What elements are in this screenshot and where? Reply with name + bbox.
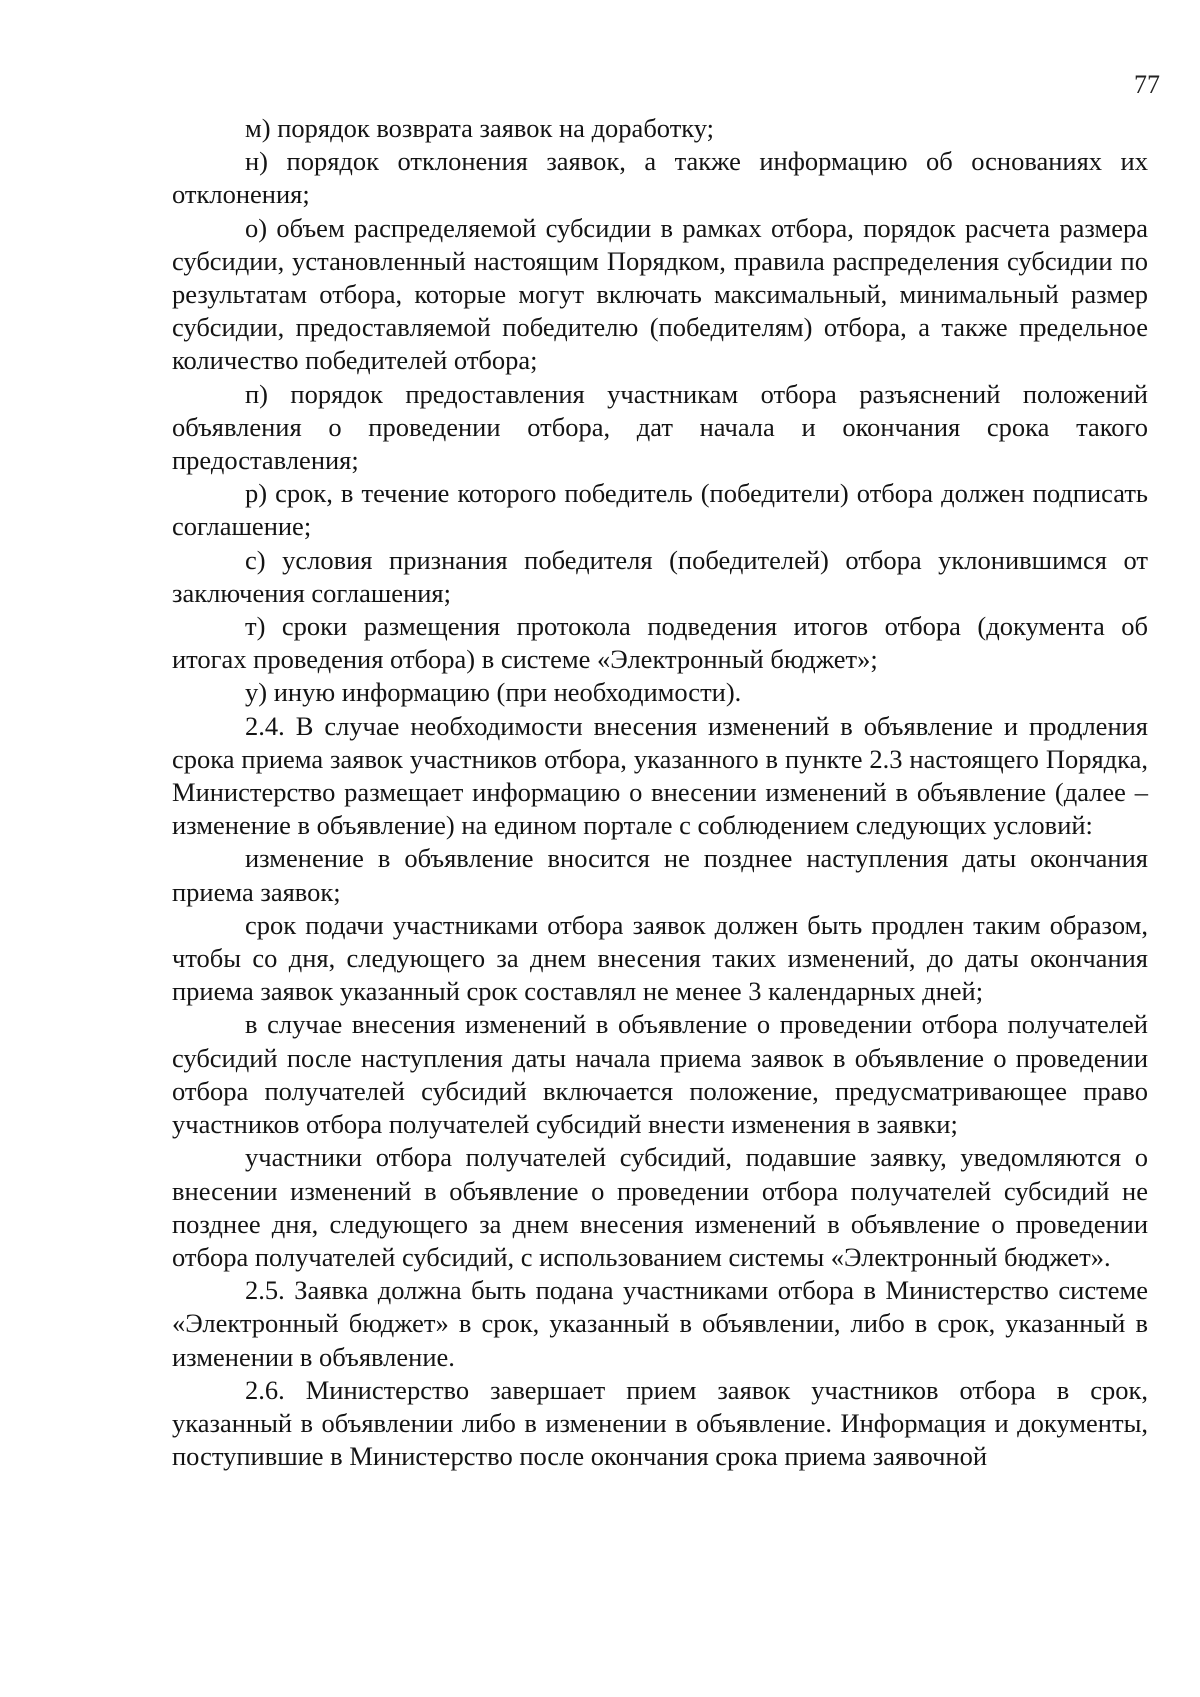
paragraph-r: р) срок, в течение которого победитель (победители) отбора должен подписать соглашение; <box>172 478 1148 542</box>
paragraph-m: м) порядок возврата заявок на доработку; <box>245 113 715 143</box>
document-body <box>172 112 1148 1473</box>
paragraph-condition-1: изменение в объявление вносится не позднее наступления даты окончания приема заявок; <box>172 843 1148 907</box>
paragraph-2-4: 2.4. В случае необходимости внесения изменений в объявление и продления срока приема заявок участников отбора, указанного в пункте 2.3 настоящего Порядка, Министерство размещает информацию о внесении изменений в объявление (далее – изменение в объявление) на едином портале с соблюдением следующих условий: <box>172 710 1148 841</box>
paragraph-p: п) порядок предоставления участникам отбора разъяснений положений объявления о проведении отбора, дат начала и окончания срока такого предоставления; <box>172 378 1148 476</box>
paragraph-condition-2: срок подачи участниками отбора заявок должен быть продлен таким образом, чтобы со дня, следующего за днем внесения таких изменений, до даты окончания приема заявок указанный срок составлял не менее 3 календарных дней; <box>172 909 1148 1007</box>
document-page: 77 м) порядок возврата заявок на доработку; н) порядок отклонения заявок, а также информацию об основаниях их отклонения; о) объем распределяемой субсидии в рамках отбора, порядок расчета размера субсидии, установленный настоящим Порядком, правила распределения субсидии по результатам отбора, которые могут включать максимальный, минимальный размер субсидии, предоставляемой победителю (победителям) отбора, а также предельное количество победителей отбора; п) порядок предоставления участникам отбора разъяснений положений объявления о проведении отбора, дат начала и окончания срока такого предоставления; р) срок, в течение которого победитель (победители) отбора должен подписать соглашение; с) условия признания победителя (победителей) отбора уклонившимся от заключения соглашения; т) сроки размещения протокола подведения итогов отбора (документа об итогах проведения отбора) в системе «Электронный бюджет»; у) иную информацию (при необходимости). 2.4. В случае необходимости внесения изменений в объявление и продления срока приема заявок участников отбора, указанного в пункте 2.3 настоящего Порядка, Министерство размещает информацию о внесении изменений в объявление (далее – изменение в объявление) на едином портале с соблюдением следующих условий: изменение в объявление вносится не позднее наступления даты окончания приема заявок; срок подачи участниками отбора заявок должен быть продлен таким образом, чтобы со дня, следующего за днем внесения таких изменений, до даты окончания приема заявок указанный срок составлял не менее 3 календарных дней; в случае внесения изменений в объявление о проведении отбора получателей субсидий после наступления даты начала приема заявок в объявление о проведении отбора получателей субсидий включается положение, предусматривающее право участников отбора получателей субсидий внести изменения в заявки; участники отбора получателей субсидий, подавшие заявку, уведомляются о внесении изменений в объявление о проведении отбора получателей субсидий не позднее дня, следующего за днем внесения изменений в объявление о проведении отбора получателей субсидий, с использованием системы «Электронный бюджет». 2.5. Заявка должна быть подана участниками отбора в Министерство системе «Электронный бюджет» в срок, указанный в объявлении, либо в срок, указанный в изменении в объявление. 2.6. Министерство завершает прием заявок участников отбора в срок, указанный в объявлении либо в изменении в объявление. Информация и документы, поступившие в Министерство после окончания срока приема заявочной <box>0 0 1200 1697</box>
paragraph-condition-3: в случае внесения изменений в объявление о проведении отбора получателей субсидий после наступления даты начала приема заявок в объявление о проведении отбора получателей субсидий включается положение, предусматривающее право участников отбора получателей субсидий внести изменения в заявки; <box>172 1009 1148 1140</box>
paragraph-o: о) объем распределяемой субсидии в рамках отбора, порядок расчета размера субсидии, установленный настоящим Порядком, правила распределения субсидии по результатам отбора, которые могут включать максимальный, минимальный размер субсидии, предоставляемой победителю (победителям) отбора, а также предельное количество победителей отбора; <box>172 212 1148 376</box>
paragraph-t: т) сроки размещения протокола подведения итогов отбора (документа об итогах проведения отбора) в системе «Электронный бюджет»; <box>172 611 1148 675</box>
paragraph-n: н) порядок отклонения заявок, а также информацию об основаниях их отклонения; <box>172 146 1148 210</box>
paragraph-2-5: 2.5. Заявка должна быть подана участниками отбора в Министерство системе «Электронный бюджет» в срок, указанный в объявлении, либо в срок, указанный в изменении в объявление. <box>172 1275 1148 1372</box>
paragraph-s: с) условия признания победителя (победителей) отбора уклонившимся от заключения соглашения; <box>172 544 1148 608</box>
paragraph-condition-4: участники отбора получателей субсидий, подавшие заявку, уведомляются о внесении изменений в объявление о проведении отбора получателей субсидий не позднее дня, следующего за днем внесения изменений в объявление о проведении отбора получателей субсидий, с использованием системы «Электронный бюджет». <box>172 1142 1148 1272</box>
paragraph-2-6: 2.6. Министерство завершает прием заявок участников отбора в срок, указанный в объявлении либо в изменении в объявление. Информация и документы, поступившие в Министерство после окончания срока приема заявочной <box>172 1374 1148 1472</box>
paragraph-u: у) иную информацию (при необходимости). <box>245 677 742 708</box>
